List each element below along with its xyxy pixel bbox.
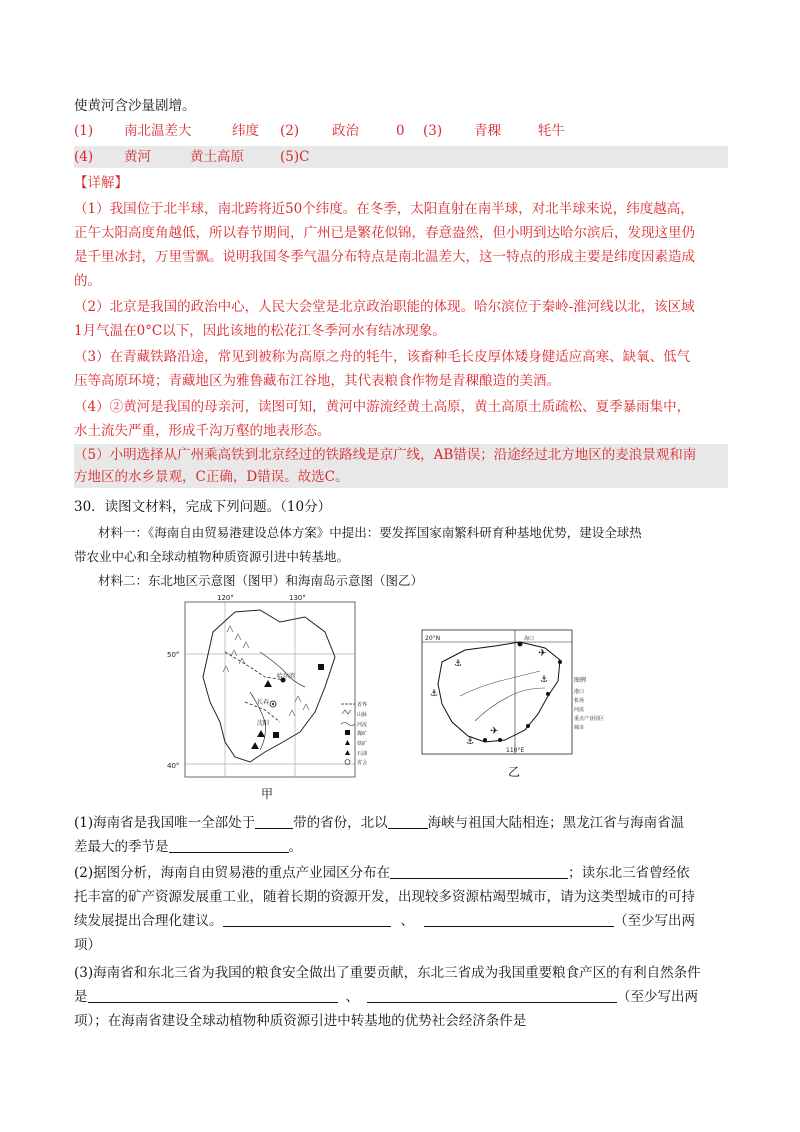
- answer-text: 纬度: [232, 123, 259, 139]
- detail-line: 正午太阳高度角越低，所以春节期间，广州已是繁花似锦，春意盎然，但小明到达哈尔滨后，发现这里仍: [74, 225, 695, 241]
- question-3-line-2: 是 、 （至少写出两: [74, 989, 698, 1005]
- answer-text: 黄土高原: [190, 149, 244, 165]
- legend-label: 重点产业园区: [574, 716, 605, 722]
- anchor-icon: ⚓: [466, 737, 475, 747]
- northeast-map-drawing: [165, 592, 375, 804]
- answer-text: 青稞: [474, 123, 501, 139]
- question-2-line-1: (2)据图分析，海南自由贸易港的重点产业园区分布在 ；读东北三省曾经依: [74, 865, 690, 881]
- city-label: 哈尔滨: [277, 673, 296, 680]
- question-2-line-3: 续发展提出合理化建议。 、 （至少写出两: [74, 913, 695, 929]
- detail-line: 1月气温在0°C以下，因此该地的松花江冬季河水有结冰现象。: [74, 323, 446, 339]
- hainan-map: [420, 626, 605, 781]
- lon-label: 120°: [217, 594, 234, 602]
- answer-blank[interactable]: [255, 814, 293, 829]
- answer-blank[interactable]: [424, 912, 614, 927]
- question-2-line-4: 项）: [74, 937, 101, 953]
- city-label: 沈阳: [257, 720, 270, 727]
- answer-row-2: [74, 146, 728, 168]
- question-3-line-1: (3)海南省和东北三省为我国的粮食安全做出了重要贡献，东北三省成为我国重要粮食产区的有利自然条件: [74, 965, 701, 981]
- hainan-map-drawing: [420, 626, 605, 781]
- anchor-icon: ⚓: [430, 689, 439, 699]
- legend-label: 煤矿: [357, 731, 368, 737]
- lat-label: 40°: [167, 762, 180, 770]
- question-1-line-2: 差最大的季节是 。: [74, 839, 302, 855]
- answer-label: (1): [74, 123, 94, 139]
- detail-line: 方地区的水乡景观，C正确，D错误。故选C。: [74, 466, 728, 488]
- answer-blank[interactable]: [169, 838, 289, 853]
- material-1-cont: 带农业中心和全球动植物种质资源引进中转基地。: [74, 549, 350, 564]
- airplane-icon: ✈: [490, 726, 499, 737]
- lon-label: 130°: [289, 594, 306, 602]
- answer-blank[interactable]: [390, 864, 568, 879]
- detail-line: 压等高原环境；青藏地区为雅鲁藏布江谷地，其代表粮食作物是青稞酿造的美酒。: [74, 373, 560, 389]
- answer-text: 黄河: [124, 149, 151, 165]
- question-title: 30．读图文材料，完成下列问题。（10分）: [74, 499, 332, 515]
- lat-label: 20°N: [425, 635, 441, 642]
- legend-label: 港口: [574, 689, 585, 695]
- legend-label: 石油: [357, 751, 368, 757]
- northeast-map: [165, 592, 375, 804]
- answer-text: 政治: [332, 123, 359, 139]
- legend-label: 铁矿: [357, 741, 368, 747]
- question-1-line-1: (1)海南省是我国唯一全部处于 带的省份，北以 海峡与祖国大陆相连；黑龙江省与海南省温: [74, 815, 685, 831]
- detail-line: （5）小明选择从广州乘高铁到北京经过的铁路线是京广线，AB错误；沿途经过北方地区的麦浪景观和南: [74, 444, 728, 466]
- anchor-icon: ⚓: [454, 659, 463, 669]
- city-label: 海口: [524, 636, 535, 642]
- answer-row-1: [74, 120, 728, 142]
- answer-label: (2): [280, 123, 300, 139]
- legend-title: 图例: [574, 677, 587, 684]
- legend-label: 河流: [574, 707, 585, 713]
- legend-label: 省会: [357, 760, 368, 766]
- city-label: 长春: [257, 699, 270, 706]
- airplane-icon: ✈: [538, 648, 547, 659]
- legend-label: 山脉: [357, 712, 368, 718]
- detail-line: （4）②黄河是我国的母亲河，读图可知，黄河中游流经黄土高原，黄土高原土质疏松、夏季暴雨集中，: [74, 399, 691, 415]
- anchor-icon: ⚓: [540, 675, 549, 685]
- answer-blank[interactable]: [223, 912, 391, 927]
- answer-blank[interactable]: [367, 988, 617, 1003]
- detail-line: 的。: [74, 273, 101, 289]
- detail-line: （1）我国位于北半球，南北跨将近50个纬度。在冬季，太阳直射在南半球，对北半球来说，纬度越高，: [74, 201, 694, 217]
- intro-line: 使黄河含沙量剧增。: [74, 98, 196, 114]
- answer-label: (4): [74, 149, 94, 165]
- legend-label: 省界: [357, 702, 368, 708]
- question-2-line-2: 托丰富的矿产资源发展重工业，随着长期的资源开发，出现较多资源枯竭型城市，请为这类型城市的可持: [74, 889, 695, 905]
- map-caption: 乙: [508, 765, 521, 779]
- answer-label: (3): [423, 123, 443, 139]
- detail-line: （3）在青藏铁路沿途，常见到被称为高原之舟的牦牛，该畜种毛长皮厚体矮身健适应高寒、缺氧、低气: [74, 349, 691, 365]
- legend-label: 机场: [574, 698, 585, 704]
- lon-label: 110°E: [506, 747, 525, 754]
- detail-line: （2）北京是我国的政治中心，人民大会堂是北京政治职能的体现。哈尔滨位于秦岭-淮河线以北，该区域: [74, 299, 695, 315]
- answer-text: 牦牛: [538, 123, 565, 139]
- answer-blank[interactable]: [88, 988, 338, 1003]
- question-3-line-3: 项）；在海南省建设全球动植物种质资源引进中转基地的优势社会经济条件是: [74, 1013, 527, 1029]
- lat-label: 50°: [167, 651, 180, 659]
- legend-label: 河流: [357, 722, 368, 728]
- detail-line: 水土流失严重，形成千沟万壑的地表形态。: [74, 423, 331, 439]
- legend-label: 城市: [574, 725, 585, 731]
- answer-blank[interactable]: [388, 814, 428, 829]
- material-1: 材料一：《海南自由贸易港建设总体方案》中提出：要发挥国家南繁科研育种基地优势，建设全球热: [98, 525, 642, 540]
- answer-label: (5)C: [280, 149, 310, 165]
- answer-text: 南北温差大: [124, 123, 192, 139]
- answer-text: 0: [396, 123, 405, 139]
- detail-line: 是千里冰封，万里雪飘。说明我国冬季气温分布特点是南北温差大，这一特点的形成主要是纬度因素造成: [74, 249, 695, 265]
- material-2: 材料二：东北地区示意图（图甲）和海南岛示意图（图乙）: [98, 573, 424, 588]
- map-caption: 甲: [261, 787, 274, 801]
- detail-heading: 【详解】: [74, 175, 128, 191]
